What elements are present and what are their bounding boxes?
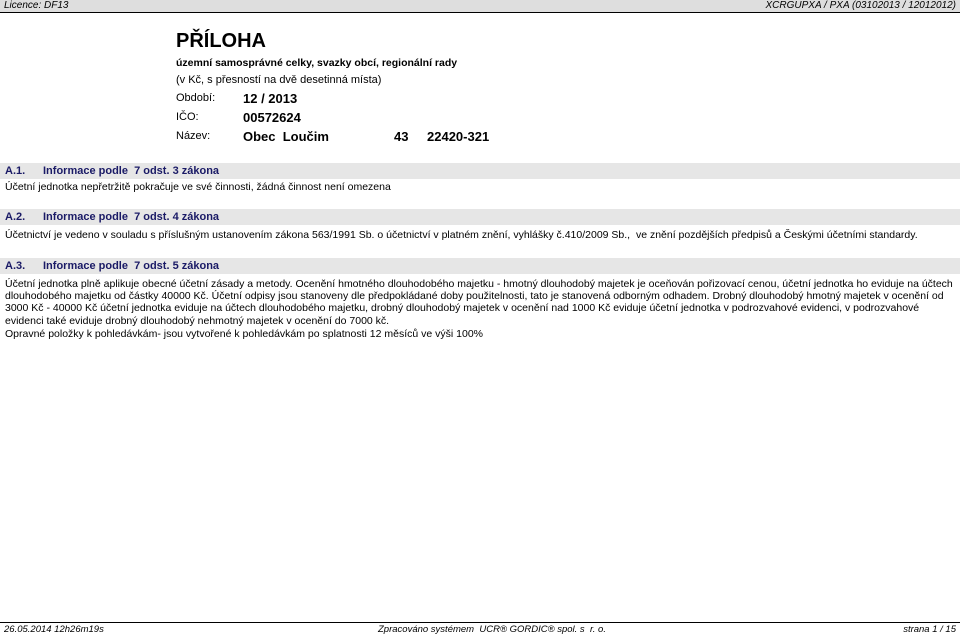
section-a2-title: Informace podle 7 odst. 4 zákona bbox=[43, 211, 220, 223]
section-a3-title: Informace podle 7 odst. 5 zákona bbox=[43, 260, 220, 272]
section-a3-text2: Opravné položky k pohledávkám- jsou vytvořené k pohledávkám po splatnosti 12 měsíců ve výši 100% bbox=[5, 328, 483, 340]
section-a2-code: A.2. bbox=[5, 211, 26, 223]
name-value: Obec Loučim bbox=[243, 129, 329, 144]
section-a3-text: Účetní jednotka plně aplikuje obecné účetní zásady a metody. Ocenění hmotného dlouhodobého majetku - hmotný dlouhodobý majetek je oceňován pořizovací cenou, účetní jednotka ho eviduje na účtech dlouhodobého majetku od částky 40000 Kč. Účetní odpisy jsou stanoveny dle předpokládané doby použitelnosti, tato je stanovená odborným odhadem. Drobný dlouhodobý hmotný majetek v ocenění od 3000 Kč - 40000 Kč účetní jednotka eviduje na účtech dlouhodobého majetku, drobný dlouhodobý majetek v ocenění nad 1000 Kč eviduje účetní jednotka v podrozvahové evidenci, v podrozvahové evidenci také eviduje drobný dlouhodobý nehmotný majetek v ocenění do 7000 kč. bbox=[5, 278, 953, 327]
ico-value: 00572624 bbox=[243, 110, 301, 125]
license-label: Licence: DF13 bbox=[4, 0, 69, 11]
footer-page-number: strana 1 / 15 bbox=[903, 624, 956, 635]
section-a1-title: Informace podle 7 odst. 3 zákona bbox=[43, 165, 220, 177]
section-a2-text: Účetnictví je vedeno v souladu s příslušným ustanovením zákona 563/1991 Sb. o účetnictví v platném znění, vyhlášky č.410/2009 Sb., ve znění pozdějších předpisů a Českými účetními standardy. bbox=[5, 229, 918, 241]
header-divider bbox=[0, 12, 960, 13]
ico-label: IČO: bbox=[176, 111, 199, 123]
page-subtitle: územní samosprávné celky, svazky obcí, regionální rady bbox=[176, 57, 458, 69]
period-value: 12 / 2013 bbox=[243, 91, 298, 106]
footer-system: Zpracováno systémem UCR® GORDIC® spol. s r. o. bbox=[378, 624, 606, 635]
page-title: PŘÍLOHA bbox=[176, 30, 266, 52]
name-zip: 22420-321 bbox=[427, 129, 490, 144]
section-a1-code: A.1. bbox=[5, 165, 26, 177]
name-number: 43 bbox=[394, 129, 409, 144]
section-a3-code: A.3. bbox=[5, 260, 26, 272]
unit-note: (v Kč, s přesností na dvě desetinná místa) bbox=[176, 74, 382, 86]
footer-divider bbox=[0, 622, 960, 623]
section-a1-text: Účetní jednotka nepřetržitě pokračuje ve své činnosti, žádná činnost není omezena bbox=[5, 181, 391, 193]
period-label: Období: bbox=[176, 92, 216, 104]
document-code: XCRGUPXA / PXA (03102013 / 12012012) bbox=[765, 0, 956, 11]
footer-timestamp: 26.05.2014 12h26m19s bbox=[4, 624, 104, 635]
name-label: Název: bbox=[176, 130, 211, 142]
